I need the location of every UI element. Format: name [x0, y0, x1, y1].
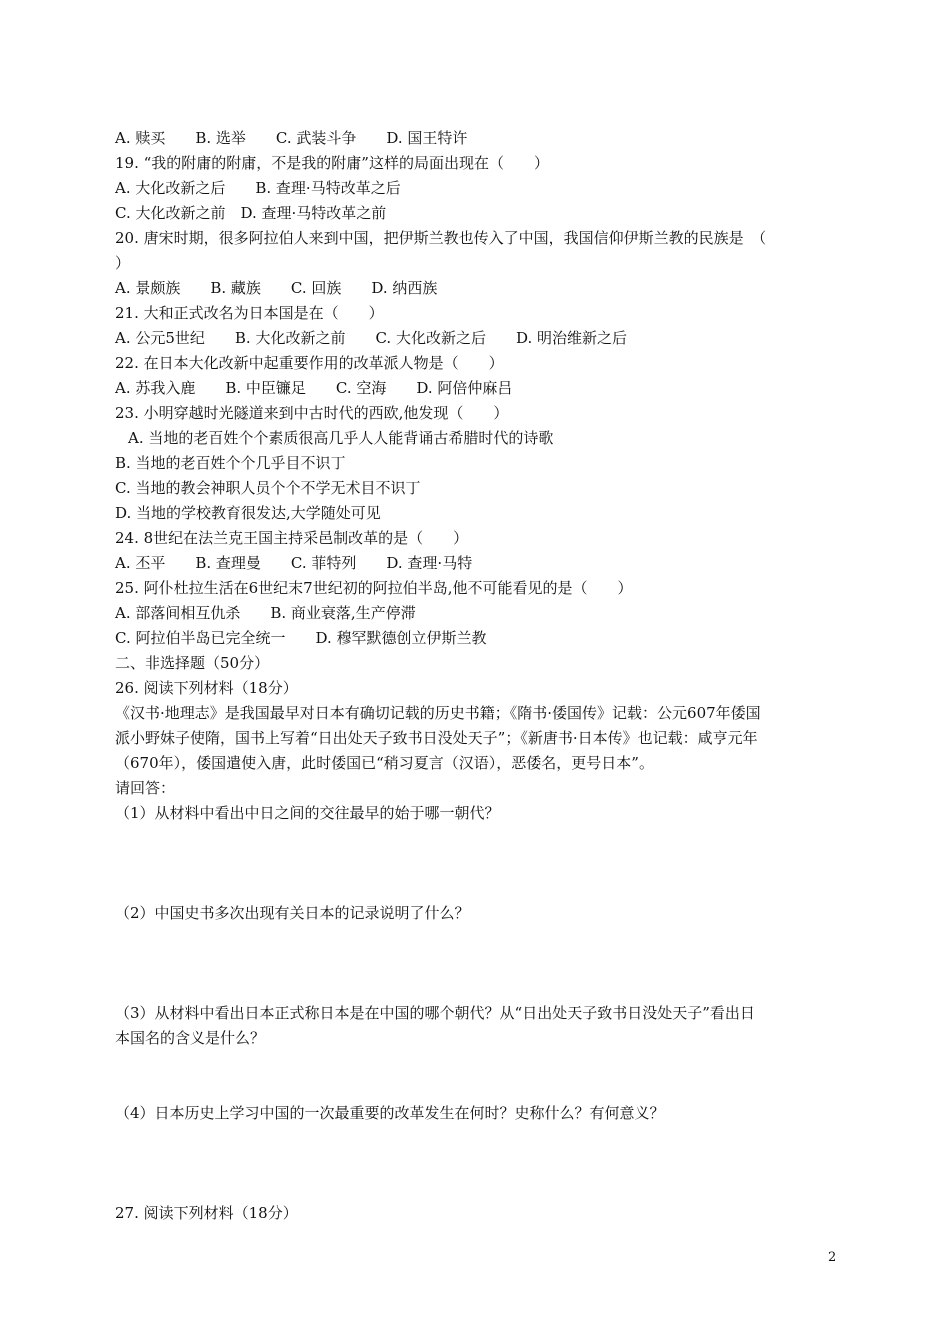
q19-options-cd: C. 大化改新之前 D. 查理·马特改革之前	[115, 204, 387, 222]
q26-sub-3-cont: 本国名的含义是什么？	[115, 1029, 266, 1047]
q26-heading: 26. 阅读下列材料（18分）	[115, 679, 298, 697]
q27-heading: 27. 阅读下列材料（18分）	[115, 1204, 298, 1222]
q26-prompt: 请回答：	[115, 779, 176, 797]
q23-option-a: A. 当地的老百姓个个素质很高几乎人人能背诵古希腊时代的诗歌	[128, 429, 554, 447]
q23-option-c: C. 当地的教会神职人员个个不学无术目不识丁	[115, 479, 421, 497]
q26-sub-1: （1）从材料中看出中日之间的交往最早的始于哪一朝代？	[115, 804, 500, 822]
q26-material-line-2: 派小野妹子使隋，国书上写着“日出处天子致书日没处天子”；《新唐书·日本传》也记载：咸亨元年	[115, 729, 758, 747]
q21-stem: 21. 大和正式改名为日本国是在（ ）	[115, 304, 384, 322]
q19-stem: 19. “我的附庸的附庸，不是我的附庸”这样的局面出现在（ ）	[115, 154, 549, 172]
page-number: 2	[828, 1250, 837, 1265]
q26-sub-2: （2）中国史书多次出现有关日本的记录说明了什么？	[115, 904, 470, 922]
q20-stem: 20. 唐宋时期，很多阿拉伯人来到中国，把伊斯兰教也传入了中国，我国信仰伊斯兰教的民族是 （	[115, 229, 767, 247]
q22-stem: 22. 在日本大化改新中起重要作用的改革派人物是（ ）	[115, 354, 504, 372]
q21-options: A. 公元5世纪 B. 大化改新之前 C. 大化改新之后 D. 明治维新之后	[115, 329, 627, 347]
q25-options-cd: C. 阿拉伯半岛已完全统一 D. 穆罕默德创立伊斯兰教	[115, 629, 487, 647]
q25-stem: 25. 阿仆杜拉生活在6世纪末7世纪初的阿拉伯半岛,他不可能看见的是（ ）	[115, 579, 633, 597]
q26-material-line-3: （670年），倭国遣使入唐，此时倭国已“稍习夏言（汉语），恶倭名，更号日本”。	[115, 754, 654, 772]
q20-stem-cont: ）	[115, 254, 131, 272]
q19-options-ab: A. 大化改新之后 B. 查理·马特改革之后	[115, 179, 401, 197]
q26-sub-4: （4）日本历史上学习中国的一次最重要的改革发生在何时？史称什么？有何意义？	[115, 1104, 665, 1122]
section-heading: 二、非选择题（50分）	[115, 654, 270, 672]
q18-options: A. 赎买 B. 选举 C. 武装斗争 D. 国王特许	[115, 129, 468, 147]
q23-stem: 23. 小明穿越时光隧道来到中古时代的西欧,他发现（ ）	[115, 404, 509, 422]
q20-options: A. 景颇族 B. 藏族 C. 回族 D. 纳西族	[115, 279, 438, 297]
q24-stem: 24. 8世纪在法兰克王国主持采邑制改革的是（ ）	[115, 529, 469, 547]
q24-options: A. 丕平 B. 查理曼 C. 菲特列 D. 查理·马特	[115, 554, 473, 572]
q26-sub-3: （3）从材料中看出日本正式称日本是在中国的哪个朝代？从“日出处天子致书日没处天子”看出日	[115, 1004, 755, 1022]
q26-material-line-1: 《汉书·地理志》是我国最早对日本有确切记载的历史书籍；《隋书·倭国传》记载：公元607年倭国	[115, 704, 761, 722]
q25-options-ab: A. 部落间相互仇杀 B. 商业衰落,生产停滞	[115, 604, 416, 622]
q23-option-d: D. 当地的学校教育很发达,大学随处可见	[115, 504, 381, 522]
q22-options: A. 苏我入鹿 B. 中臣镰足 C. 空海 D. 阿倍仲麻吕	[115, 379, 513, 397]
q23-option-b: B. 当地的老百姓个个几乎目不识丁	[115, 454, 346, 472]
